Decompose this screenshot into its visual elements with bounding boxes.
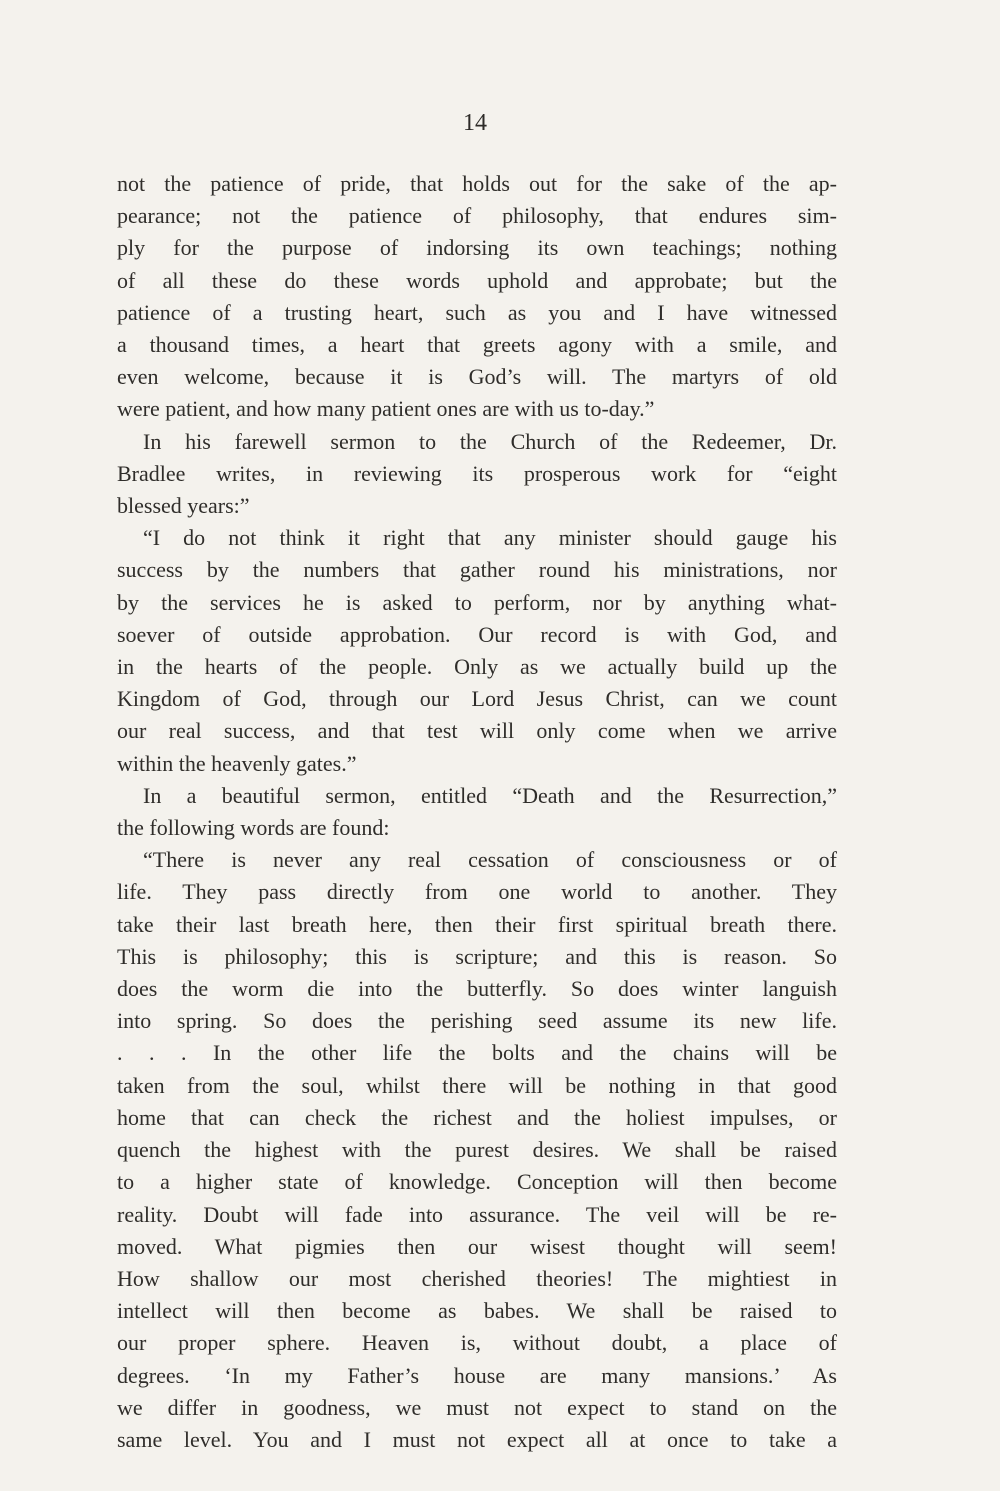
- text-line: patience of a trusting heart, such as you and I have witnessed: [117, 299, 837, 325]
- text-line: in the hearts of the people. Only as we actually build up the: [117, 654, 837, 680]
- text-line: . . . In the other life the bolts and the chains will be: [117, 1040, 837, 1066]
- text-line: ply for the purpose of indorsing its own teachings; nothing: [117, 235, 837, 261]
- text-line: of all these do these words uphold and approbate; but the: [117, 267, 837, 293]
- text-line: by the services he is asked to perform, nor by anything what-: [117, 589, 837, 615]
- text-line: within the heavenly gates.”: [117, 750, 357, 776]
- text-line: does the worm die into the butterfly. So does winter languish: [117, 976, 837, 1002]
- text-line: blessed years:”: [117, 493, 250, 519]
- text-line: pearance; not the patience of philosophy, that endures sim-: [117, 203, 837, 229]
- text-line: we differ in goodness, we must not expect to stand on the: [117, 1394, 837, 1420]
- body-text: [117, 168, 837, 1456]
- text-line: life. They pass directly from one world to another. They: [117, 879, 837, 905]
- text-line: a thousand times, a heart that greets agony with a smile, and: [117, 332, 837, 358]
- text-line: even welcome, because it is God’s will. The martyrs of old: [117, 364, 837, 390]
- text-line: intellect will then become as babes. We shall be raised to: [117, 1298, 837, 1324]
- text-line: not the patience of pride, that holds out for the sake of the ap-: [117, 171, 837, 196]
- text-line: take their last breath here, then their first spiritual breath there.: [117, 911, 837, 937]
- text-line: In a beautiful sermon, entitled “Death and the Resurrection,”: [143, 782, 837, 808]
- text-line: In his farewell sermon to the Church of the Redeemer, Dr.: [143, 428, 837, 454]
- text-line: “There is never any real cessation of consciousness or of: [143, 847, 837, 873]
- text-line: into spring. So does the perishing seed assume its new life.: [117, 1008, 837, 1034]
- text-line: taken from the soul, whilst there will be nothing in that good: [117, 1072, 837, 1098]
- text-line: the following words are found:: [117, 815, 390, 841]
- text-line: How shallow our most cherished theories! The mightiest in: [117, 1265, 837, 1291]
- text-line: to a higher state of knowledge. Conception will then become: [117, 1169, 837, 1195]
- text-line: were patient, and how many patient ones are with us to-day.”: [117, 396, 655, 422]
- text-line: our proper sphere. Heaven is, without doubt, a place of: [117, 1330, 837, 1356]
- text-line: our real success, and that test will only come when we arrive: [117, 718, 837, 744]
- text-line: home that can check the richest and the holiest impulses, or: [117, 1104, 837, 1130]
- page-number: 14: [463, 110, 487, 136]
- text-line: Bradlee writes, in reviewing its prosperous work for “eight: [117, 460, 837, 486]
- text-line: degrees. ‘In my Father’s house are many mansions.’ As: [117, 1362, 837, 1388]
- text-line: reality. Doubt will fade into assurance. The veil will be re-: [117, 1201, 837, 1227]
- text-line: Kingdom of God, through our Lord Jesus Christ, can we count: [117, 686, 837, 712]
- text-line: “I do not think it right that any minister should gauge his: [143, 525, 837, 551]
- text-line: success by the numbers that gather round his ministrations, nor: [117, 557, 837, 583]
- text-line: soever of outside approbation. Our record is with God, and: [117, 621, 837, 647]
- text-line: This is philosophy; this is scripture; and this is reason. So: [117, 943, 837, 969]
- text-line: same level. You and I must not expect all at once to take a: [117, 1426, 837, 1452]
- text-line: moved. What pigmies then our wisest thought will seem!: [117, 1233, 837, 1259]
- text-line: quench the highest with the purest desires. We shall be raised: [117, 1137, 837, 1163]
